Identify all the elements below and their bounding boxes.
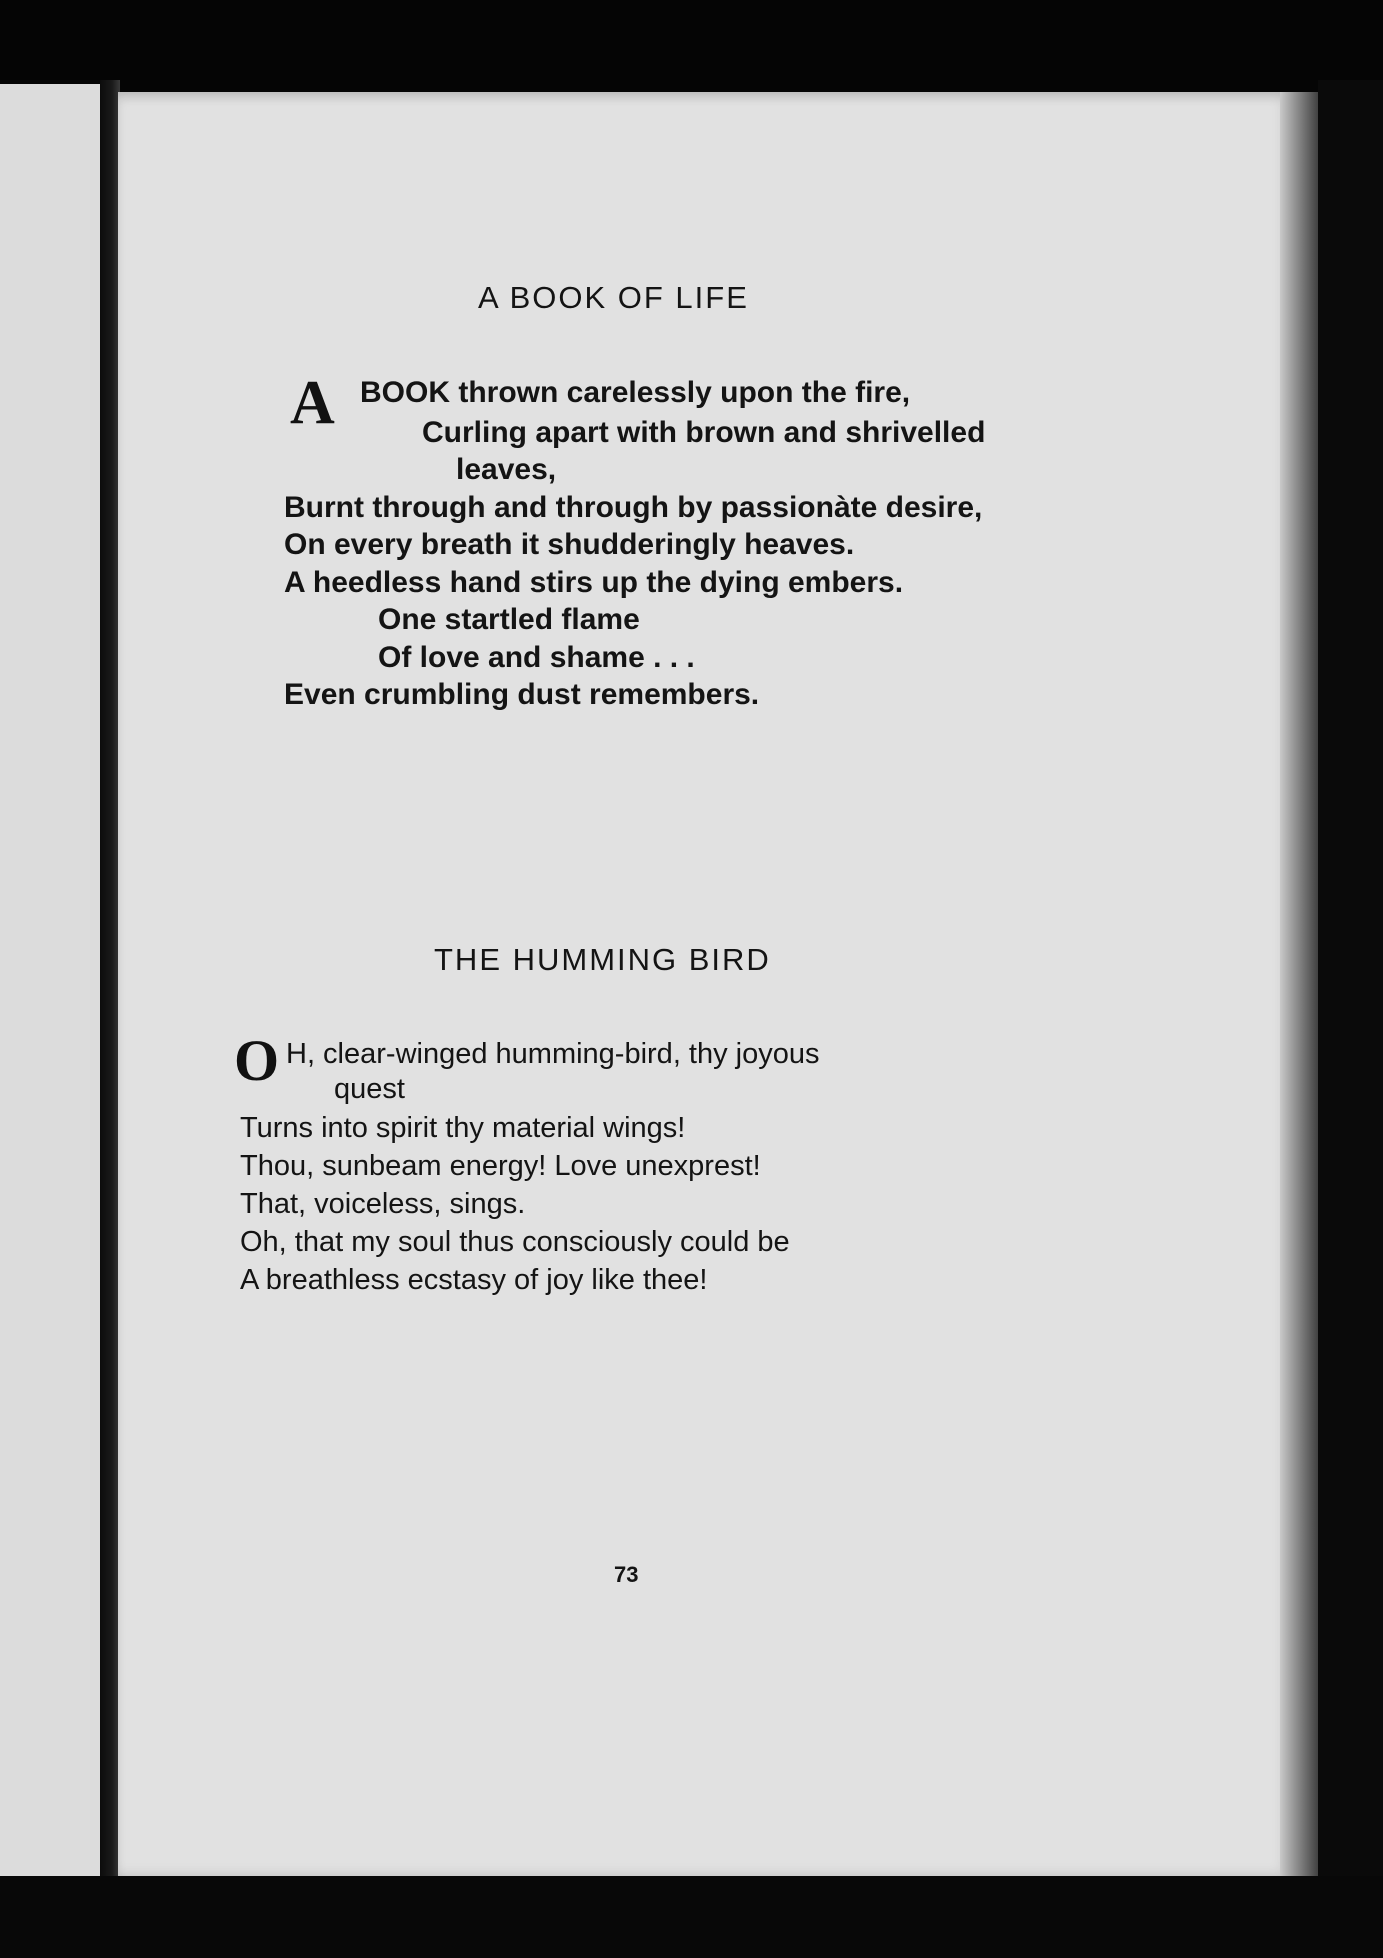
scan-border-bottom <box>0 1876 1383 1958</box>
poem-line: That, voiceless, sings. <box>240 1188 526 1220</box>
poem-line: Curling apart with brown and shrivelled <box>422 416 986 449</box>
poem-line: Even crumbling dust remembers. <box>284 678 760 711</box>
page-number: 73 <box>614 1562 639 1587</box>
poem-line: A breathless ecstasy of joy like thee! <box>240 1264 708 1296</box>
poem-line: Burnt through and through by passionàte desire, <box>284 491 983 524</box>
book-gutter <box>100 80 120 1890</box>
poem-line: Oh, that my soul thus consciously could be <box>240 1226 790 1258</box>
poem-line: H, clear-winged humming-bird, thy joyous <box>286 1038 820 1070</box>
poem-title: A BOOK OF LIFE <box>478 280 749 315</box>
drop-cap: O <box>234 1028 280 1093</box>
drop-cap: A <box>290 369 335 437</box>
poem-line: A heedless hand stirs up the dying embers. <box>284 566 904 599</box>
poem-line: leaves, <box>456 453 557 486</box>
poem-line: Thou, sunbeam energy! Love unexprest! <box>240 1150 761 1182</box>
left-page-edge <box>0 84 102 1884</box>
page-edge-shadow <box>1280 92 1320 1912</box>
scan-border-right <box>1318 80 1383 1958</box>
right-page <box>118 92 1294 1877</box>
poem-line: Turns into spirit thy material wings! <box>240 1112 686 1144</box>
poem-line: BOOK thrown carelessly upon the fire, <box>360 376 911 409</box>
poem-line: quest <box>334 1073 405 1105</box>
poem-line: One startled flame <box>378 603 640 636</box>
poem-line: On every breath it shudderingly heaves. <box>284 528 855 561</box>
poem-line: Of love and shame . . . <box>378 641 695 674</box>
poem-title: THE HUMMING BIRD <box>434 942 771 977</box>
